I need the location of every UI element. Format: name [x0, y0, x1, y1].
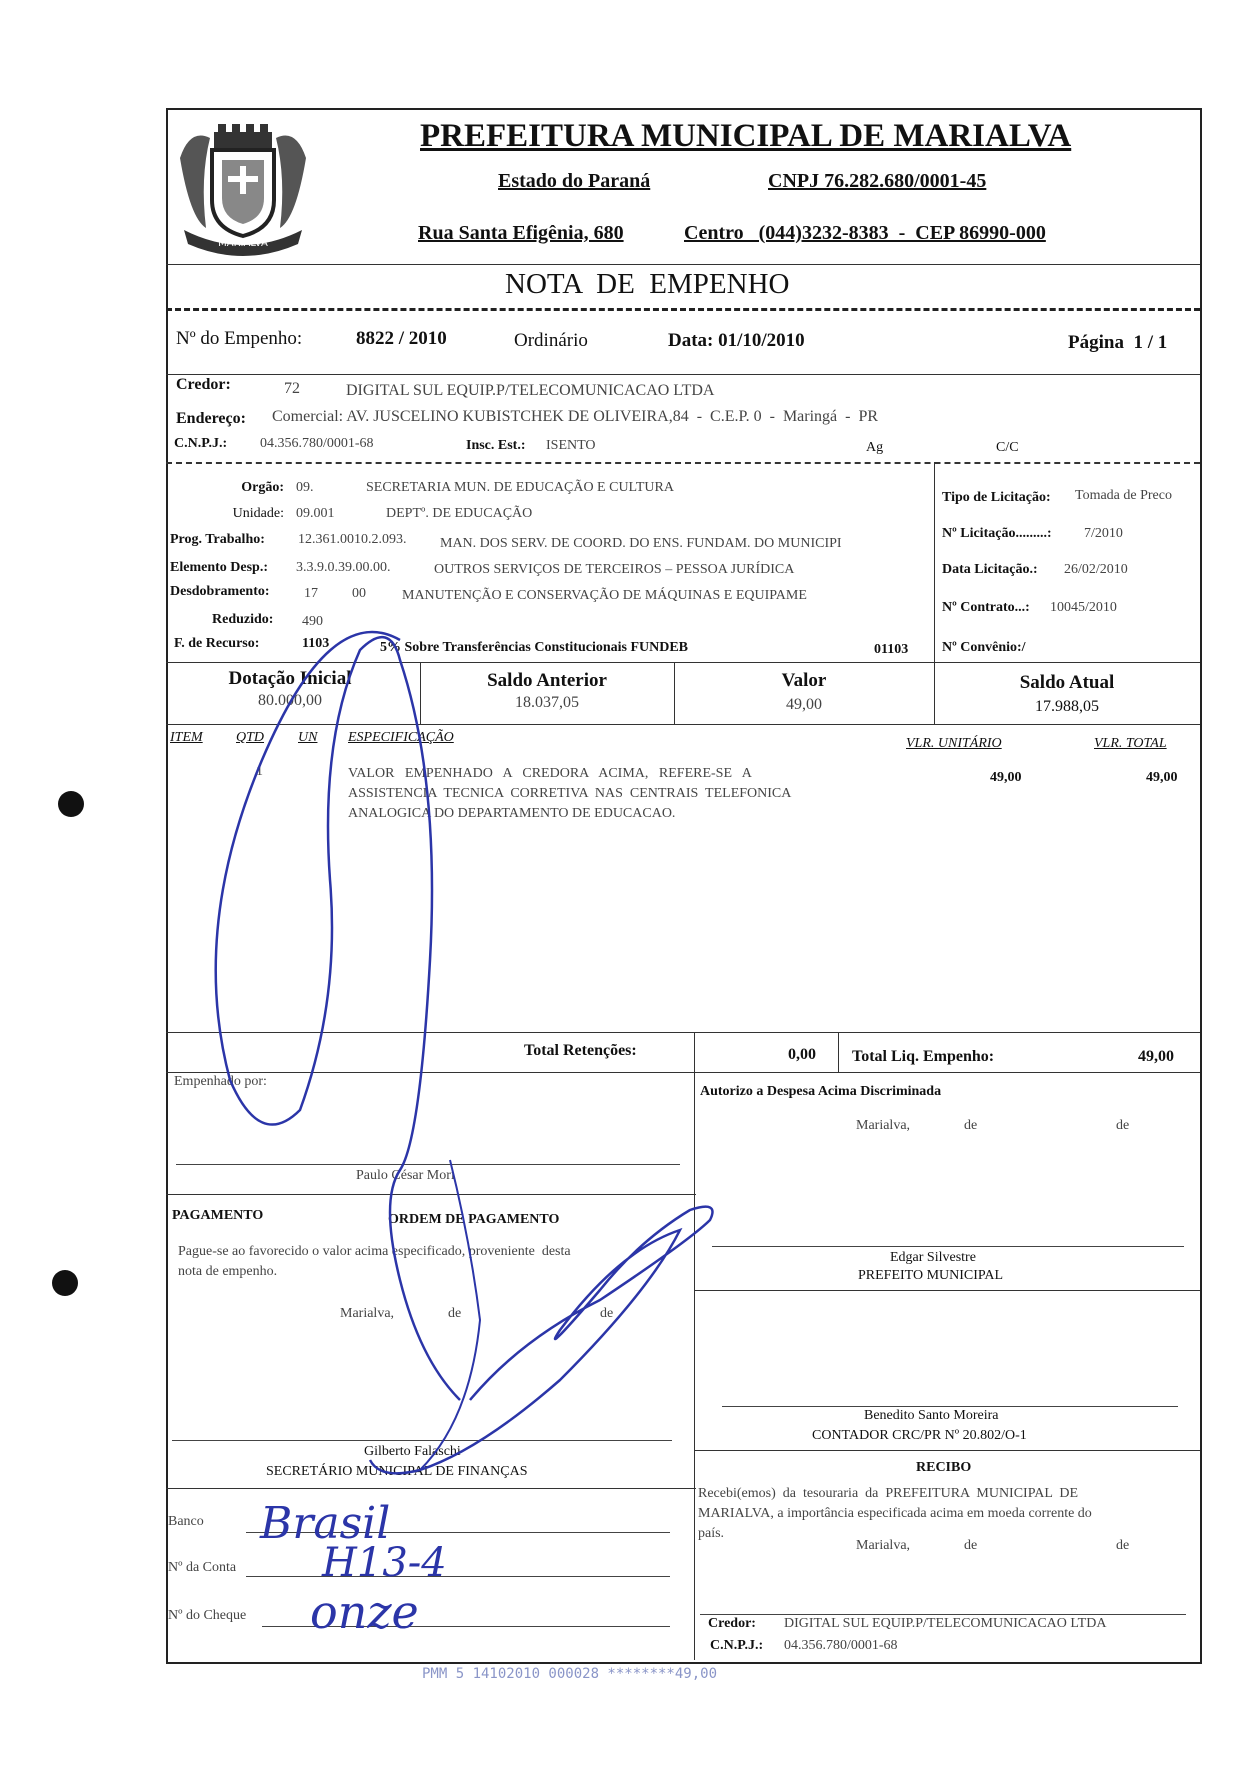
- prefeitura-title: PREFEITURA MUNICIPAL DE MARIALVA: [420, 118, 1072, 154]
- tipo-licitacao-label: Tipo de Licitação:: [942, 490, 1051, 505]
- orgao-code: 09.: [296, 480, 314, 495]
- autorizo-label: Autorizo a Despesa Acima Discriminada: [700, 1084, 942, 1099]
- saldo-anterior-value: 18.037,05: [515, 694, 579, 711]
- recibo-cnpj-value: 04.356.780/0001-68: [784, 1638, 898, 1653]
- col-especificacao: ESPECIFICAÇÃO: [348, 730, 454, 745]
- desdob-code: 17: [304, 586, 318, 601]
- item-desc-line: ASSISTENCIA TECNICA CORRETIVA NAS CENTRAIS TELEFONICA: [348, 786, 792, 801]
- tipo-licitacao-value: Tomada de Preco: [1075, 488, 1172, 503]
- recurso-name: 5% Sobre Transferências Constitucionais FUNDEB: [380, 640, 689, 655]
- data-licitacao-label: Data Licitação.:: [942, 562, 1038, 577]
- unidade-code: 09.001: [296, 506, 335, 521]
- valor-value: 49,00: [786, 696, 822, 713]
- item-unit-value: 49,00: [990, 770, 1022, 785]
- ag-label: Ag: [866, 440, 884, 455]
- elemento-code: 3.3.9.0.39.00.00.: [296, 560, 391, 575]
- contrato-label: Nº Contrato...:: [942, 600, 1030, 615]
- ordem-pagamento-label: ORDEM DE PAGAMENTO: [388, 1212, 560, 1227]
- credor-address: Comercial: AV. JUSCELINO KUBISTCHEK DE OLIVEIRA,84 - C.E.P. 0 - Maringá - PR: [272, 408, 879, 425]
- address-label: Rua Santa Efigênia, 680: [418, 222, 624, 244]
- autorizo-marialva: Marialva,: [856, 1118, 911, 1133]
- autorizo-de-2: de: [1116, 1118, 1130, 1133]
- col-item: ITEM: [170, 730, 203, 745]
- saldo-atual-label: Saldo Atual: [1019, 672, 1115, 693]
- credor-name: DIGITAL SUL EQUIP.P/TELECOMUNICACAO LTDA: [346, 382, 715, 399]
- pagamento-text-1: Pague-se ao favorecido o valor acima especificado, proveniente desta: [178, 1244, 571, 1259]
- desdob-sub: 00: [352, 586, 366, 601]
- prefeito-title: PREFEITO MUNICIPAL: [858, 1268, 1004, 1283]
- num-licitacao-value: 7/2010: [1084, 526, 1123, 541]
- liq-empenho-value: 49,00: [1138, 1048, 1174, 1065]
- item-total-value: 49,00: [1146, 770, 1178, 785]
- recurso-num: 01103: [874, 642, 909, 657]
- secretario-title: SECRETÁRIO MUNICIPAL DE FINANÇAS: [266, 1464, 528, 1479]
- svg-text:Brasil: Brasil: [260, 1498, 391, 1549]
- recibo-de-1: de: [964, 1538, 978, 1553]
- svg-text:onze: onze: [310, 1585, 419, 1639]
- endereco-label: Endereço:: [176, 410, 246, 427]
- recurso-label: F. de Recurso:: [174, 636, 260, 651]
- dotacao-label: Dotação Inicial: [228, 668, 352, 689]
- recibo-de-2: de: [1116, 1538, 1130, 1553]
- elemento-name: OUTROS SERVIÇOS DE TERCEIROS – PESSOA JURÍDICA: [434, 562, 795, 577]
- secretario-name: Gilberto Falaschi: [364, 1444, 461, 1459]
- col-vlr-total: VLR. TOTAL: [1094, 736, 1167, 751]
- recibo-text-3: país.: [698, 1526, 725, 1541]
- credor-label: Credor:: [176, 376, 231, 393]
- reduzido-value: 490: [302, 614, 323, 629]
- recibo-credor-name: DIGITAL SUL EQUIP.P/TELECOMUNICACAO LTDA: [784, 1616, 1107, 1631]
- insc-value: ISENTO: [546, 438, 596, 453]
- retencoes-label: Total Retenções:: [524, 1042, 637, 1059]
- credor-cnpj: 04.356.780/0001-68: [260, 436, 374, 451]
- convenio-label: Nº Convênio:/: [942, 640, 1026, 655]
- col-qtd: QTD: [236, 730, 265, 745]
- pagamento-de-2: de: [600, 1306, 614, 1321]
- cheque-label: Nº do Cheque: [168, 1608, 247, 1623]
- empenho-type: Ordinário: [514, 330, 588, 351]
- reduzido-label: Reduzido:: [212, 612, 274, 627]
- prog-label: Prog. Trabalho:: [170, 532, 265, 547]
- page-number: Página 1 / 1: [1068, 332, 1168, 353]
- item-desc-line: VALOR EMPENHADO A CREDORA ACIMA, REFERE-SE A: [348, 766, 752, 781]
- recibo-label: RECIBO: [916, 1460, 972, 1475]
- empenho-date: Data: 01/10/2010: [668, 330, 805, 351]
- empenho-number: 8822 / 2010: [356, 328, 447, 349]
- desdob-name: MANUTENÇÃO E CONSERVAÇÃO DE MÁQUINAS E EQUIPAME: [402, 588, 807, 603]
- orgao-label: Orgão:: [241, 480, 284, 495]
- unidade-label: Unidade:: [232, 506, 284, 521]
- dotacao-value: 80.000,00: [258, 692, 322, 709]
- valor-label: Valor: [781, 670, 827, 691]
- col-un: UN: [298, 730, 318, 745]
- prog-name: MAN. DOS SERV. DE COORD. DO ENS. FUNDAM. DO MUNICIPI: [440, 536, 842, 551]
- item-desc-line: ANALOGICA DO DEPARTAMENTO DE EDUCACAO.: [348, 806, 676, 821]
- pagamento-de-1: de: [448, 1306, 462, 1321]
- recurso-code: 1103: [302, 636, 330, 651]
- state-label: Estado do Paraná: [498, 170, 651, 192]
- svg-text:H13-4: H13-4: [322, 1540, 447, 1586]
- retencoes-value: 0,00: [788, 1046, 816, 1063]
- svg-text:MARIALVA: MARIALVA: [218, 238, 268, 249]
- recibo-cnpj-label: C.N.P.J.:: [710, 1638, 764, 1653]
- pagamento-marialva: Marialva,: [340, 1306, 395, 1321]
- pagamento-text-2: nota de empenho.: [178, 1264, 278, 1279]
- saldo-anterior-label: Saldo Anterior: [487, 670, 607, 691]
- conta-label: Nº da Conta: [168, 1560, 237, 1575]
- prefeito-name: Edgar Silvestre: [890, 1250, 976, 1265]
- cnpj-credor-label: C.N.P.J.:: [174, 436, 228, 451]
- cnpj-label: CNPJ 76.282.680/0001-45: [768, 170, 987, 192]
- orgao-name: SECRETARIA MUN. DE EDUCAÇÃO E CULTURA: [366, 480, 674, 495]
- num-licitacao-label: Nº Licitação.........:: [942, 526, 1052, 541]
- contador-name: Benedito Santo Moreira: [864, 1408, 999, 1423]
- contrato-value: 10045/2010: [1050, 600, 1117, 615]
- liq-empenho-label: Total Liq. Empenho:: [852, 1048, 995, 1065]
- desdob-label: Desdobramento:: [170, 584, 270, 599]
- recibo-credor-label: Credor:: [708, 1616, 756, 1631]
- saldo-atual-value: 17.988,05: [1035, 698, 1099, 715]
- stamp-text: PMM 5 14102010 000028 ********49,00: [422, 1666, 718, 1682]
- district-phone-label: Centro (044)3232-8383 - CEP 86990-000: [684, 222, 1046, 244]
- insc-label: Insc. Est.:: [466, 438, 526, 453]
- recibo-text-1: Recebi(emos) da tesouraria da PREFEITURA MUNICIPAL DE: [698, 1486, 1079, 1501]
- contador-title: CONTADOR CRC/PR Nº 20.802/O-1: [812, 1428, 1027, 1443]
- empenhado-name: Paulo César Mori: [356, 1168, 455, 1183]
- item-qtd: 1: [256, 764, 263, 779]
- prog-code: 12.361.0010.2.093.: [298, 532, 407, 547]
- empenho-label: Nº do Empenho:: [176, 328, 303, 349]
- document-title: NOTA DE EMPENHO: [505, 268, 790, 300]
- recibo-text-2: MARIALVA, a importância especificada acima em moeda corrente do: [698, 1506, 1092, 1521]
- elemento-label: Elemento Desp.:: [170, 560, 268, 575]
- autorizo-de-1: de: [964, 1118, 978, 1133]
- data-licitacao-value: 26/02/2010: [1064, 562, 1128, 577]
- credor-code: 72: [284, 380, 300, 397]
- unidade-name: DEPTº. DE EDUCAÇÃO: [386, 506, 533, 521]
- cc-label: C/C: [996, 440, 1019, 455]
- banco-label: Banco: [168, 1514, 204, 1529]
- col-vlr-unitario: VLR. UNITÁRIO: [906, 736, 1002, 751]
- empenhado-label: Empenhado por:: [174, 1074, 267, 1089]
- recibo-marialva: Marialva,: [856, 1538, 911, 1553]
- pagamento-label: PAGAMENTO: [172, 1208, 264, 1223]
